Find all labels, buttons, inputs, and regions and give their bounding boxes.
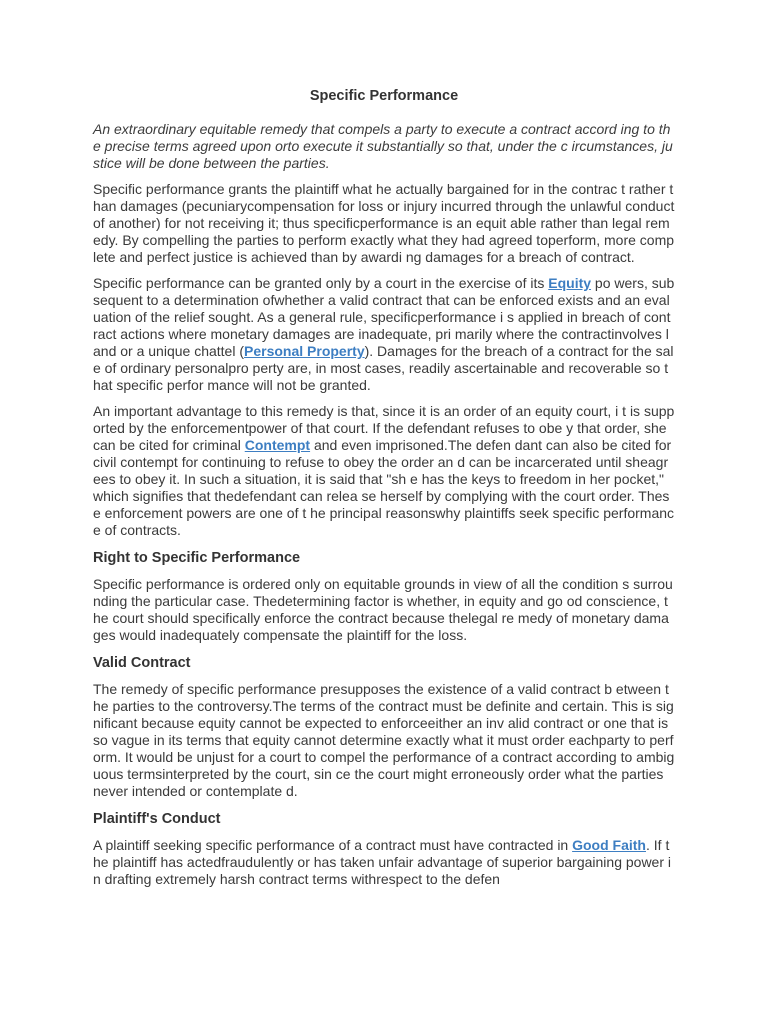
heading-plaintiffs-conduct: Plaintiff's Conduct: [93, 811, 221, 827]
paragraph-6: [93, 837, 675, 888]
link-personal-property[interactable]: Personal Property: [244, 343, 365, 359]
paragraph-2: [93, 275, 675, 394]
link-contempt[interactable]: Contempt: [244, 437, 311, 453]
paragraph-4: Specific performance is ordered only on equitable grounds in view of all the condition s surrounding the particular case. Thedetermining factor is whether, in equity and go od conscience, the court should specifically enforce the contract because thelegal re medy of monetary damages would inadequately compensate the plaintiff for the loss.: [93, 576, 673, 643]
link-equity[interactable]: Equity: [548, 275, 592, 291]
paragraph-1: Specific performance grants the plaintiff what he actually bargained for in the contrac t rather than damages (pecuniarycompensation for loss or injury incurred through the unlawful conduct of another) for not receiving it; thus specificperformance is an equit able rather than legal remedy. By compelling the parties to perform exactly what they had agreed toperform, more complete and perfect justice is achieved than by awardi ng damages for a breach of contract.: [93, 181, 675, 265]
link-good-faith[interactable]: Good Faith: [572, 837, 646, 853]
lead-definition: An extraordinary equitable remedy that compels a party to execute a contract accord ing to the precise terms agreed upon orto execute it substantially so that, under the c ircumstances, justice will be done between the parties.: [93, 121, 673, 171]
paragraph-6-text-a: A plaintiff seeking specific performance of a contract must have contracted in: [93, 837, 573, 853]
paragraph-3: [93, 403, 675, 539]
paragraph-5: The remedy of specific performance presupposes the existence of a valid contract b etween the parties to the controversy.The terms of the contract must be definite and certain. This is significant because equity cannot be expected to enforceeither an inv alid contract or one that is so vague in its terms that equity cannot determine exactly what it must order eachparty to perform. It would be unjust for a court to compel the performance of a contract according to ambiguous termsinterpreted by the court, sin ce the court might erroneously order what the parties never intended or contemplate d.: [93, 681, 675, 799]
heading-valid-contract: Valid Contract: [93, 655, 191, 671]
heading-right-to-specific-performance: Right to Specific Performance: [93, 550, 301, 566]
paragraph-3-text-a: An important advantage to this remedy is that, since it is an order of an equity court, i t is supported by the enforcementpower of that court. If the defendant refuses to obe y that order, she can be cited for criminal: [93, 403, 675, 453]
paragraph-2-text-a: Specific performance can be granted only by a court in the exercise of its: [93, 275, 549, 291]
document-title: Specific Performance: [309, 88, 459, 104]
paragraph-2-text-c: ). Damages for the breach of a contract for the sale of ordinary personalpro perty are, in most cases, readily ascertainable and recoverable so that specific perfor mance will not be granted.: [93, 343, 674, 393]
paragraph-3-text-b: and even imprisoned.The defen dant can also be cited for civil contempt for continuing to refuse to obey the order an d can be incarcerated until sheagrees to obey it. In such a situation, it is said that "sh e has the keys to freedom in her pocket," which signifies that thedefendant can relea se herself by complying with the court order. These enforcement powers are one of t he principal reasonswhy plaintiffs seek specific performance of contracts.: [93, 437, 675, 538]
paragraph-6-text-b: . If the plaintiff has actedfraudulently or has taken unfair advantage of superior bargaining power in drafting extremely harsh contract terms withrespect to the defen: [93, 837, 672, 887]
paragraph-2-text-b: po wers, subsequent to a determination ofwhether a valid contract that can be enforced exists and an evaluation of the relief sought. As a general rule, specificperformance i s applied in breach of contract actions where monetary damages are inadequate, pri marily where the contractinvolves land or a unique chattel (: [93, 275, 675, 359]
